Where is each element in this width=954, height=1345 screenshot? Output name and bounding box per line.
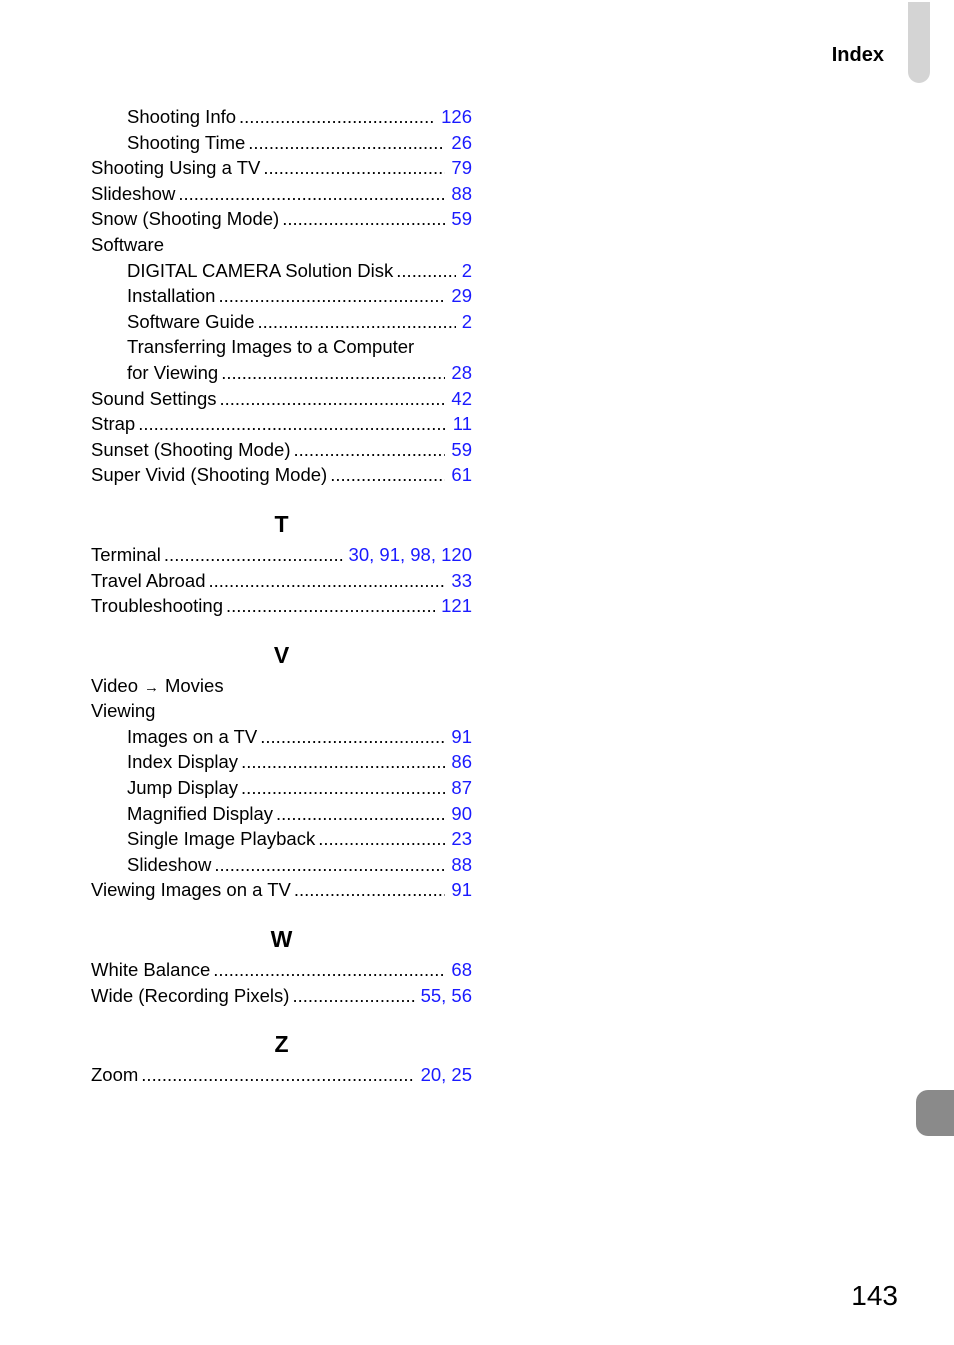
page-reference-link[interactable]: 88 xyxy=(451,853,472,875)
leader-dots xyxy=(221,360,445,386)
page-header-title: Index xyxy=(831,44,884,66)
index-term: Images on a TV xyxy=(127,725,258,747)
index-term: Zoom xyxy=(91,1064,139,1086)
page-reference-link[interactable]: 61 xyxy=(451,464,472,486)
index-entry xyxy=(91,155,472,181)
leader-dots xyxy=(241,775,445,801)
leader-dots xyxy=(282,206,445,232)
index-letter-heading: Z xyxy=(274,1031,289,1058)
leader-dots xyxy=(294,877,446,903)
index-term: Shooting Time xyxy=(127,131,246,153)
index-term: Slideshow xyxy=(91,182,176,204)
leader-dots xyxy=(219,386,445,412)
index-term: Viewing Images on a TV xyxy=(91,879,291,901)
leader-dots xyxy=(258,309,456,335)
index-subentry xyxy=(91,360,472,386)
index-term: Wide (Recording Pixels) xyxy=(91,984,290,1006)
index-subentry xyxy=(91,334,472,360)
index-letter-heading: V xyxy=(273,641,290,668)
page-number: 143 xyxy=(851,1280,898,1311)
index-subentry xyxy=(91,309,472,335)
page-reference-link[interactable]: 42 xyxy=(451,387,472,409)
leader-dots xyxy=(239,104,435,130)
index-subentry xyxy=(91,724,472,750)
index-entry xyxy=(91,593,472,619)
index-term: Super Vivid (Shooting Mode) xyxy=(91,464,328,486)
index-entry xyxy=(91,1062,472,1088)
page-reference-link[interactable]: 28 xyxy=(451,361,472,383)
index-term: Video xyxy=(91,674,138,696)
leader-dots xyxy=(260,724,445,750)
index-term: Magnified Display xyxy=(127,802,274,824)
index-term: for Viewing xyxy=(127,361,219,383)
index-term: Slideshow xyxy=(127,853,212,875)
leader-dots xyxy=(248,130,445,156)
leader-dots xyxy=(209,568,446,594)
index-entry xyxy=(91,877,472,903)
leader-dots xyxy=(396,258,455,284)
leader-dots xyxy=(294,437,446,463)
leader-dots xyxy=(292,983,414,1009)
index-letter-heading: T xyxy=(274,510,289,537)
leader-dots xyxy=(141,1062,414,1088)
see-arrow-icon: → xyxy=(143,678,159,696)
index-term: Single Image Playback xyxy=(127,828,316,850)
page-reference-link[interactable]: 2 xyxy=(461,310,472,332)
page-reference-link[interactable]: 68 xyxy=(451,959,472,981)
page-reference-link[interactable]: 30, 91, 98, 120 xyxy=(348,543,472,565)
index-term: Installation xyxy=(127,285,216,307)
leader-dots xyxy=(164,542,343,568)
leader-dots xyxy=(214,852,445,878)
index-subentry xyxy=(91,801,472,827)
index-subentry xyxy=(91,130,472,156)
page-reference-link[interactable]: 11 xyxy=(452,413,472,435)
index-entry xyxy=(91,462,472,488)
leader-dots xyxy=(318,826,445,852)
index-term: Shooting Info xyxy=(127,106,237,127)
leader-dots xyxy=(226,593,435,619)
index-entry xyxy=(91,542,472,568)
chapter-thumb-tab xyxy=(916,1090,954,1136)
leader-dots xyxy=(276,801,445,827)
index-subentry xyxy=(91,258,472,284)
index-term: Snow (Shooting Mode) xyxy=(91,208,280,230)
leader-dots xyxy=(213,957,445,983)
index-entry xyxy=(91,568,472,594)
index-term: Transferring Images to a Computer xyxy=(127,336,415,358)
page-reference-link[interactable]: 87 xyxy=(451,777,472,799)
page-reference-link[interactable]: 20, 25 xyxy=(420,1064,472,1086)
index-term: Shooting Using a TV xyxy=(91,157,261,179)
page-reference-link[interactable]: 90 xyxy=(451,802,472,824)
page-reference-link[interactable]: 79 xyxy=(451,157,472,179)
index-term: Viewing xyxy=(91,700,156,722)
leader-dots xyxy=(263,155,445,181)
index-term: Strap xyxy=(91,413,136,435)
index-letter-heading: W xyxy=(270,926,293,953)
index-entry xyxy=(91,698,472,724)
index-subentry xyxy=(91,826,472,852)
index-subentry xyxy=(91,749,472,775)
index-term: White Balance xyxy=(91,959,211,981)
page-reference-link[interactable]: 33 xyxy=(451,569,472,591)
index-entry xyxy=(91,206,472,232)
leader-dots xyxy=(178,181,445,207)
page-reference-link[interactable]: 2 xyxy=(461,259,472,281)
page-reference-link[interactable]: 55, 56 xyxy=(420,984,472,1006)
page-reference-link[interactable]: 59 xyxy=(451,438,472,460)
page-reference-link[interactable]: 91 xyxy=(451,879,472,901)
index-entry xyxy=(91,386,472,412)
index-subentry xyxy=(91,852,472,878)
page-reference-link[interactable]: 86 xyxy=(451,751,472,773)
page-reference-link[interactable]: 29 xyxy=(451,285,472,307)
index-term: Jump Display xyxy=(127,777,239,799)
page-reference-link[interactable]: 59 xyxy=(451,208,472,230)
leader-dots xyxy=(241,749,445,775)
page-reference-link[interactable]: 121 xyxy=(441,595,472,617)
index-term: Sunset (Shooting Mode) xyxy=(91,438,291,460)
leader-dots xyxy=(218,283,445,309)
page-reference-link[interactable]: 26 xyxy=(451,131,472,153)
index-term: Software xyxy=(91,233,165,255)
index-column xyxy=(91,104,472,1088)
index-entry xyxy=(91,232,472,258)
index-subentry xyxy=(91,775,472,801)
index-term: Travel Abroad xyxy=(91,569,206,591)
page-reference-link[interactable]: 91 xyxy=(451,725,472,747)
page-reference-link[interactable]: 126 xyxy=(441,106,472,127)
leader-dots xyxy=(138,411,447,437)
index-entry xyxy=(91,411,472,437)
chapter-tab-indicator xyxy=(908,2,930,83)
index-subentry xyxy=(91,104,472,130)
index-term: DIGITAL CAMERA Solution Disk xyxy=(127,259,394,281)
index-term: Terminal xyxy=(91,543,161,565)
see-reference: Movies xyxy=(164,674,224,696)
index-subentry xyxy=(91,283,472,309)
index-entry xyxy=(91,983,472,1009)
index-entry xyxy=(91,181,472,207)
index-term: Sound Settings xyxy=(91,387,217,409)
index-entry xyxy=(91,673,472,699)
index-entry xyxy=(91,437,472,463)
leader-dots xyxy=(330,462,445,488)
index-term: Software Guide xyxy=(127,310,255,332)
index-term: Index Display xyxy=(127,751,239,773)
index-entry xyxy=(91,957,472,983)
page-reference-link[interactable]: 88 xyxy=(451,182,472,204)
index-term: Troubleshooting xyxy=(91,595,223,617)
page-reference-link[interactable]: 23 xyxy=(451,828,472,850)
